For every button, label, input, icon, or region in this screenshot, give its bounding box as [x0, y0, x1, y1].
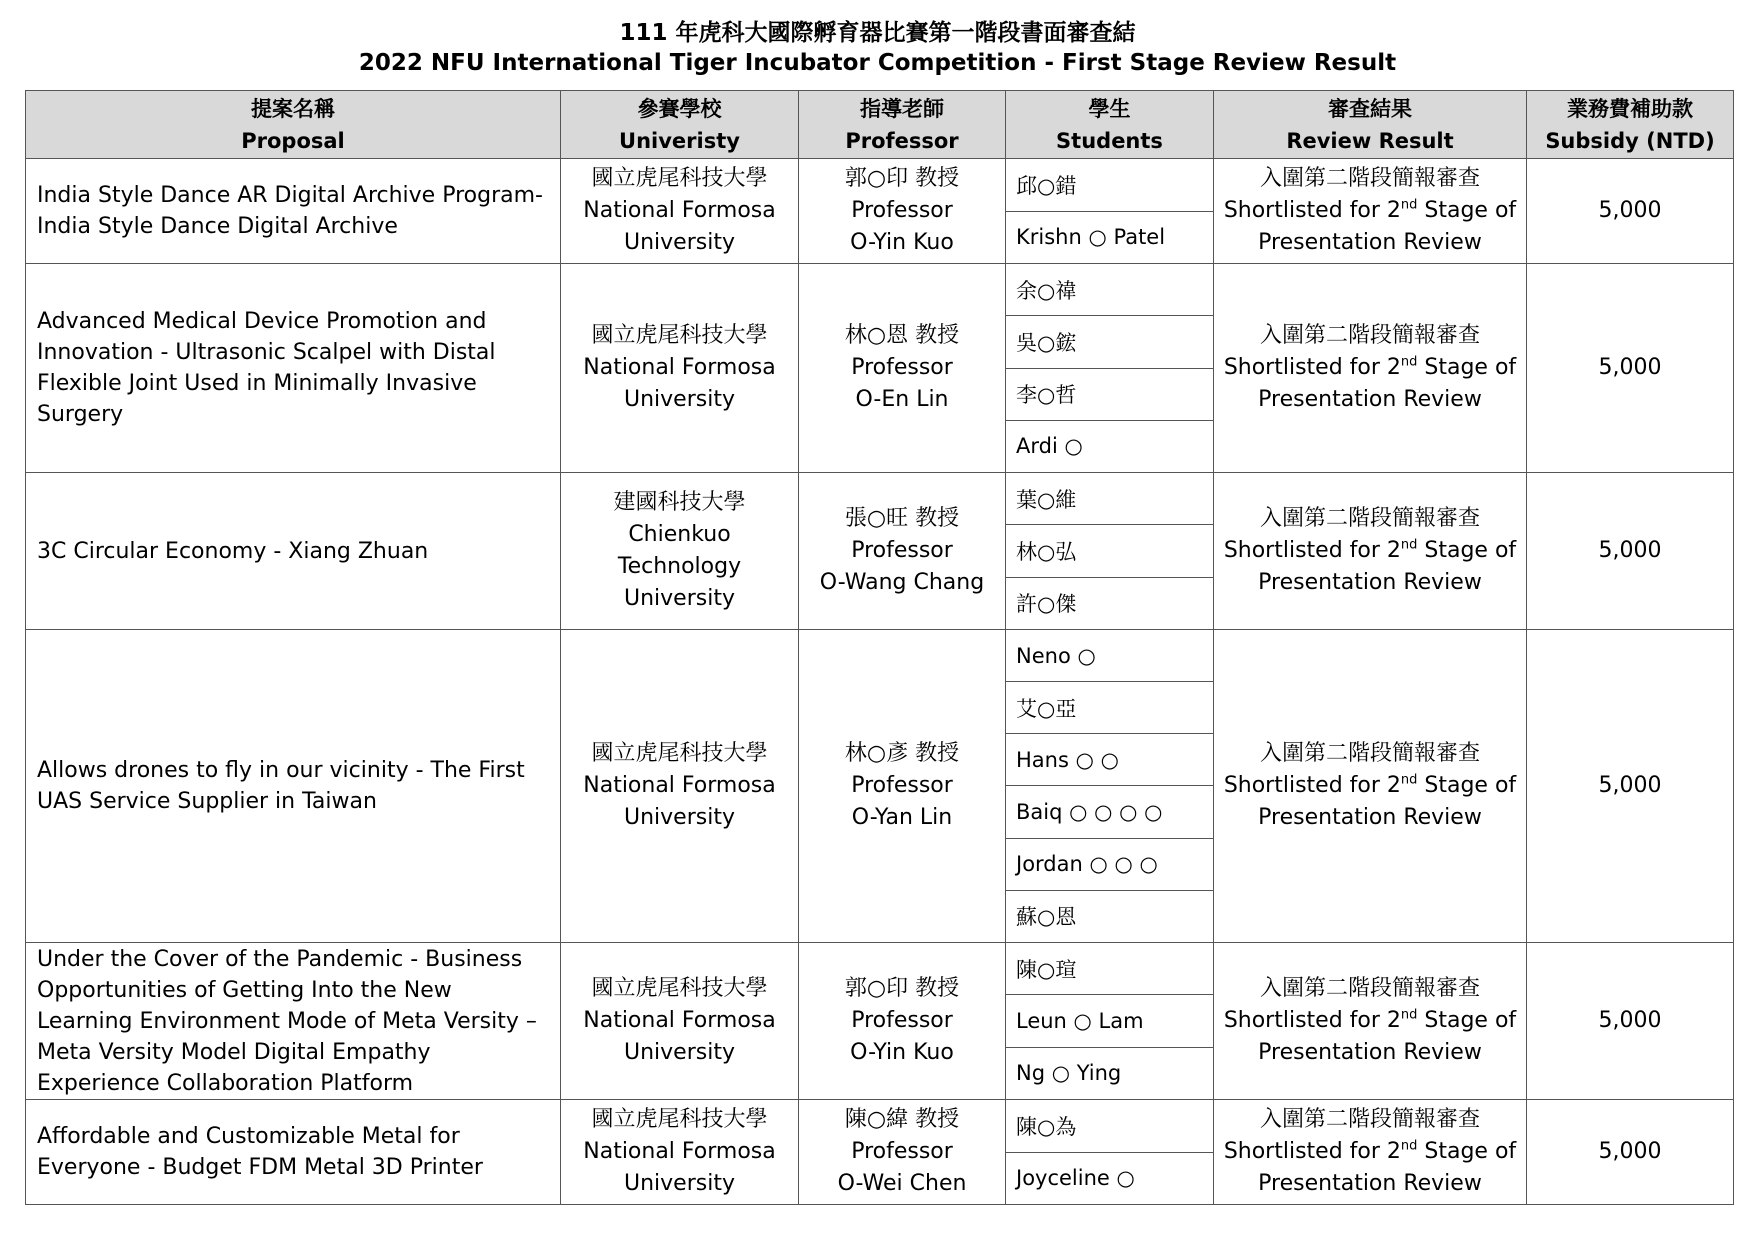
review-result-english: Shortlisted for 2: [1223, 538, 1401, 563]
student-cell: Ardi ○: [1006, 420, 1214, 472]
student-cell: Jordan ○ ○ ○: [1006, 838, 1214, 890]
table-row: [26, 1100, 1734, 1153]
university-cell: [561, 943, 799, 1100]
review-result-english-review: Presentation Review: [1258, 1171, 1482, 1196]
professor-line: Professor: [851, 355, 953, 380]
student-cell: Hans ○ ○: [1006, 734, 1214, 786]
review-result-cell: [1214, 1100, 1527, 1205]
review-result-table: [25, 90, 1734, 1205]
table-row: [26, 943, 1734, 995]
review-result-english: Shortlisted for 2: [1223, 355, 1401, 380]
university-cell: [561, 159, 799, 264]
header-proposal: 提案名稱 Proposal: [26, 91, 561, 159]
review-result-english: Shortlisted for 2: [1223, 1008, 1401, 1033]
review-result-english: Shortlisted for 2: [1223, 773, 1401, 798]
university-line: University: [624, 387, 735, 412]
professor-line: O-Wei Chen: [837, 1171, 967, 1196]
header-review-result: 審查結果 Review Result: [1214, 91, 1527, 159]
subsidy-cell: 5,000: [1527, 264, 1734, 473]
professor-line: 林○彥 教授: [844, 741, 960, 766]
review-result-cell: [1214, 159, 1527, 264]
university-line: National Formosa: [583, 1008, 776, 1033]
table-row: [26, 473, 1734, 525]
university-cell: [561, 473, 799, 630]
review-result-chinese: 入圍第二階段簡報審查: [1259, 741, 1480, 766]
professor-line: Professor: [851, 198, 953, 223]
header-university: 參賽學校 Univeristy: [561, 91, 799, 159]
review-result-english-stage: Stage of: [1417, 773, 1517, 798]
review-result-english-review: Presentation Review: [1258, 805, 1482, 830]
student-cell: Leun ○ Lam: [1006, 995, 1214, 1047]
student-cell: 艾○亞: [1006, 682, 1214, 734]
review-result-english-stage: Stage of: [1417, 1139, 1517, 1164]
student-cell: Krishn ○ Patel: [1006, 211, 1214, 264]
professor-cell: [799, 159, 1006, 264]
university-line: National Formosa: [583, 355, 776, 380]
review-result-ordinal-suffix: nd: [1400, 354, 1418, 370]
review-result-chinese: 入圍第二階段簡報審查: [1259, 976, 1480, 1001]
university-line: National Formosa: [583, 198, 776, 223]
professor-cell: [799, 473, 1006, 630]
university-line: National Formosa: [583, 773, 776, 798]
professor-line: O-En Lin: [855, 387, 949, 412]
university-line: University: [624, 230, 735, 255]
review-result-english-review: Presentation Review: [1258, 1040, 1482, 1065]
professor-line: O-Yan Lin: [851, 805, 953, 830]
table-body: [26, 159, 1734, 1205]
table-row: [26, 630, 1734, 682]
review-result-ordinal-suffix: nd: [1400, 1007, 1418, 1023]
professor-line: Professor: [851, 538, 953, 563]
student-cell: 邱○錯: [1006, 159, 1214, 212]
student-cell: 余○禕: [1006, 264, 1214, 316]
professor-line: 張○旺 教授: [844, 506, 960, 531]
student-cell: 吳○鋐: [1006, 316, 1214, 368]
student-cell: 陳○為: [1006, 1100, 1214, 1153]
header-professor: 指導老師 Professor: [799, 91, 1006, 159]
student-cell: 陳○瑄: [1006, 943, 1214, 995]
header-subsidy: 業務費補助款 Subsidy (NTD): [1527, 91, 1734, 159]
review-result-english-stage: Stage of: [1417, 1008, 1517, 1033]
professor-line: O-Wang Chang: [819, 570, 985, 595]
professor-line: Professor: [851, 1008, 953, 1033]
proposal-cell: Allows drones to fly in our vicinity - The First UAS Service Supplier in Taiwan: [26, 630, 561, 943]
review-result-cell: [1214, 473, 1527, 630]
student-cell: Neno ○: [1006, 630, 1214, 682]
professor-line: 郭○印 教授: [844, 166, 960, 191]
professor-line: 林○恩 教授: [844, 323, 960, 348]
review-result-ordinal-suffix: nd: [1400, 1138, 1418, 1154]
university-line: 國立虎尾科技大學: [591, 976, 768, 1001]
proposal-cell: Under the Cover of the Pandemic - Business Opportunities of Getting Into the New Learning Environment Mode of Meta Versity – Meta Versity Model Digital Empathy Experience Collaboration Platform: [26, 943, 561, 1100]
professor-line: 陳○緯 教授: [844, 1107, 960, 1132]
professor-line: Professor: [851, 773, 953, 798]
student-cell: 葉○維: [1006, 473, 1214, 525]
subsidy-cell: 5,000: [1527, 473, 1734, 630]
professor-line: 郭○印 教授: [844, 976, 960, 1001]
subsidy-cell: 5,000: [1527, 159, 1734, 264]
proposal-cell: 3C Circular Economy - Xiang Zhuan: [26, 473, 561, 630]
review-result-english-stage: Stage of: [1417, 355, 1517, 380]
document-title-english: 2022 NFU International Tiger Incubator Competition - First Stage Review Result: [358, 50, 1397, 76]
university-line: Technology: [617, 554, 742, 579]
review-result-ordinal-suffix: nd: [1400, 772, 1418, 788]
university-line: 國立虎尾科技大學: [591, 166, 768, 191]
student-cell: 蘇○恩: [1006, 890, 1214, 942]
table-row: [26, 159, 1734, 212]
university-line: University: [624, 586, 735, 611]
university-line: University: [624, 1040, 735, 1065]
subsidy-cell: 5,000: [1527, 630, 1734, 943]
student-cell: 許○傑: [1006, 577, 1214, 629]
review-result-chinese: 入圍第二階段簡報審查: [1259, 1107, 1480, 1132]
university-line: National Formosa: [583, 1139, 776, 1164]
review-result-english-stage: Stage of: [1417, 538, 1517, 563]
review-result-english-review: Presentation Review: [1258, 387, 1482, 412]
proposal-cell: Affordable and Customizable Metal for Everyone - Budget FDM Metal 3D Printer: [26, 1100, 561, 1205]
document-title-chinese: 111 年虎科大國際孵育器比賽第一階段書面審查結: [619, 20, 1136, 46]
review-result-english: Shortlisted for 2: [1223, 198, 1401, 223]
professor-line: O-Yin Kuo: [850, 1040, 954, 1065]
review-result-chinese: 入圍第二階段簡報審查: [1259, 166, 1480, 191]
university-line: 國立虎尾科技大學: [591, 323, 768, 348]
student-cell: 林○弘: [1006, 525, 1214, 577]
professor-cell: [799, 1100, 1006, 1205]
professor-line: O-Yin Kuo: [850, 230, 954, 255]
header-row: [26, 91, 1734, 159]
university-cell: [561, 264, 799, 473]
professor-cell: [799, 264, 1006, 473]
review-result-ordinal-suffix: nd: [1400, 197, 1418, 213]
student-cell: 李○哲: [1006, 368, 1214, 420]
review-result-english: Shortlisted for 2: [1223, 1139, 1401, 1164]
professor-cell: [799, 630, 1006, 943]
student-cell: Joyceline ○: [1006, 1152, 1214, 1205]
header-students: 學生 Students: [1006, 91, 1214, 159]
university-line: Chienkuo: [628, 522, 731, 547]
professor-line: Professor: [851, 1139, 953, 1164]
subsidy-cell: 5,000: [1527, 943, 1734, 1100]
review-result-english-review: Presentation Review: [1258, 230, 1482, 255]
university-line: University: [624, 805, 735, 830]
university-line: 建國科技大學: [613, 490, 746, 515]
review-result-cell: [1214, 630, 1527, 943]
proposal-cell: India Style Dance AR Digital Archive Program-India Style Dance Digital Archive: [26, 159, 561, 264]
university-line: 國立虎尾科技大學: [591, 1107, 768, 1132]
university-cell: [561, 630, 799, 943]
student-cell: Ng ○ Ying: [1006, 1047, 1214, 1099]
university-line: 國立虎尾科技大學: [591, 741, 768, 766]
review-result-cell: [1214, 264, 1527, 473]
review-result-english-stage: Stage of: [1417, 198, 1517, 223]
review-result-chinese: 入圍第二階段簡報審查: [1259, 506, 1480, 531]
table-row: [26, 264, 1734, 316]
review-result-english-review: Presentation Review: [1258, 570, 1482, 595]
student-cell: Baiq ○ ○ ○ ○: [1006, 786, 1214, 838]
university-cell: [561, 1100, 799, 1205]
review-result-cell: [1214, 943, 1527, 1100]
professor-cell: [799, 943, 1006, 1100]
review-result-ordinal-suffix: nd: [1400, 537, 1418, 553]
subsidy-cell: 5,000: [1527, 1100, 1734, 1205]
university-line: University: [624, 1171, 735, 1196]
review-result-chinese: 入圍第二階段簡報審查: [1259, 323, 1480, 348]
proposal-cell: Advanced Medical Device Promotion and Innovation - Ultrasonic Scalpel with Distal Flexible Joint Used in Minimally Invasive Surgery: [26, 264, 561, 473]
